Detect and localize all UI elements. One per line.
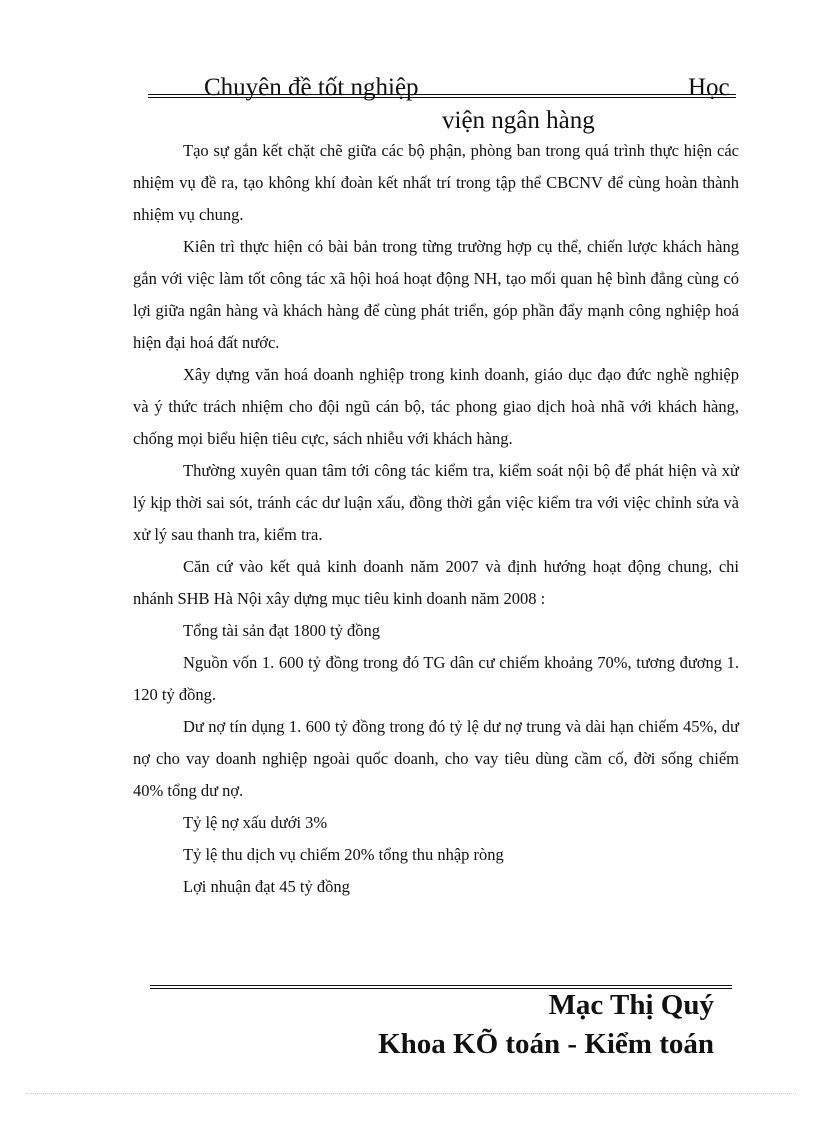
- paragraph-business-goals: Căn cứ vào kết quả kinh doanh năm 2007 và định hướng hoạt động chung, chi nhánh SHB Hà Nội xây dựng mục tiêu kinh doanh năm 2008 :: [133, 557, 739, 608]
- goal-profit: Lợi nhuận đạt 45 tỷ đồng: [183, 877, 350, 896]
- paragraph-cohesion: Tạo sự gắn kết chặt chẽ giữa các bộ phận, phòng ban trong quá trình thực hiện các nhiệm vụ đề ra, tạo không khí đoàn kết nhất trí trong tập thể CBCNV để cùng hoàn thành nhiệm vụ chung.: [133, 141, 739, 224]
- header-title-right: Học: [688, 74, 730, 101]
- header-rule-bottom: [148, 97, 736, 98]
- author-name: Mạc Thị Quý: [548, 989, 714, 1021]
- goal-bad-debt: Tỷ lệ nợ xấu dưới 3%: [183, 813, 328, 832]
- paragraph-customer-strategy: Kiên trì thực hiện có bài bản trong từng trường hợp cụ thể, chiến lược khách hàng gắn với việc làm tốt công tác xã hội hoá hoạt động NH, tạo mối quan hệ bình đẳng cùng có lợi giữa ngân hàng và khách hàng để cùng phát triển, góp phần đẩy mạnh công nghiệp hoá hiện đại hoá đất nước.: [133, 237, 739, 352]
- page-edge-divider: [26, 1093, 796, 1094]
- goal-total-assets: Tổng tài sản đạt 1800 tỷ đồng: [183, 621, 381, 640]
- header-title-line2: viện ngân hàng: [442, 107, 595, 134]
- paragraph-internal-control: Thường xuyên quan tâm tới công tác kiểm tra, kiểm soát nội bộ để phát hiện và xử lý kịp thời sai sót, tránh các dư luận xấu, đồng thời gắn việc kiểm tra với việc chỉnh sửa và xử lý sau thanh tra, kiểm tra.: [133, 461, 739, 544]
- goal-capital: Nguồn vốn 1. 600 tỷ đồng trong đó TG dân cư chiếm khoảng 70%, tương đương 1. 120 tỷ đồng.: [133, 653, 739, 704]
- body-text: [133, 135, 739, 903]
- header-title-left: Chuyên đề tốt nghiệp: [204, 74, 419, 101]
- goal-credit: Dư nợ tín dụng 1. 600 tỷ đồng trong đó tỷ lệ dư nợ trung và dài hạn chiếm 45%, dư nợ cho vay doanh nghiệp ngoài quốc doanh, cho vay tiêu dùng cầm cố, đời sống chiếm 40% tổng dư nợ.: [133, 717, 739, 800]
- paragraph-corporate-culture: Xây dựng văn hoá doanh nghiệp trong kinh doanh, giáo dục đạo đức nghề nghiệp và ý thức trách nhiệm cho đội ngũ cán bộ, tác phong giao dịch hoà nhã với khách hàng, chống mọi biểu hiện tiêu cực, sách nhiễu với khách hàng.: [133, 365, 739, 448]
- footer-rule-top: [150, 985, 732, 986]
- header-rule-top: [148, 94, 736, 95]
- faculty-name: Khoa KÕ toán - Kiểm toán: [378, 1028, 714, 1060]
- goal-service-income: Tỷ lệ thu dịch vụ chiếm 20% tổng thu nhập ròng: [183, 845, 504, 864]
